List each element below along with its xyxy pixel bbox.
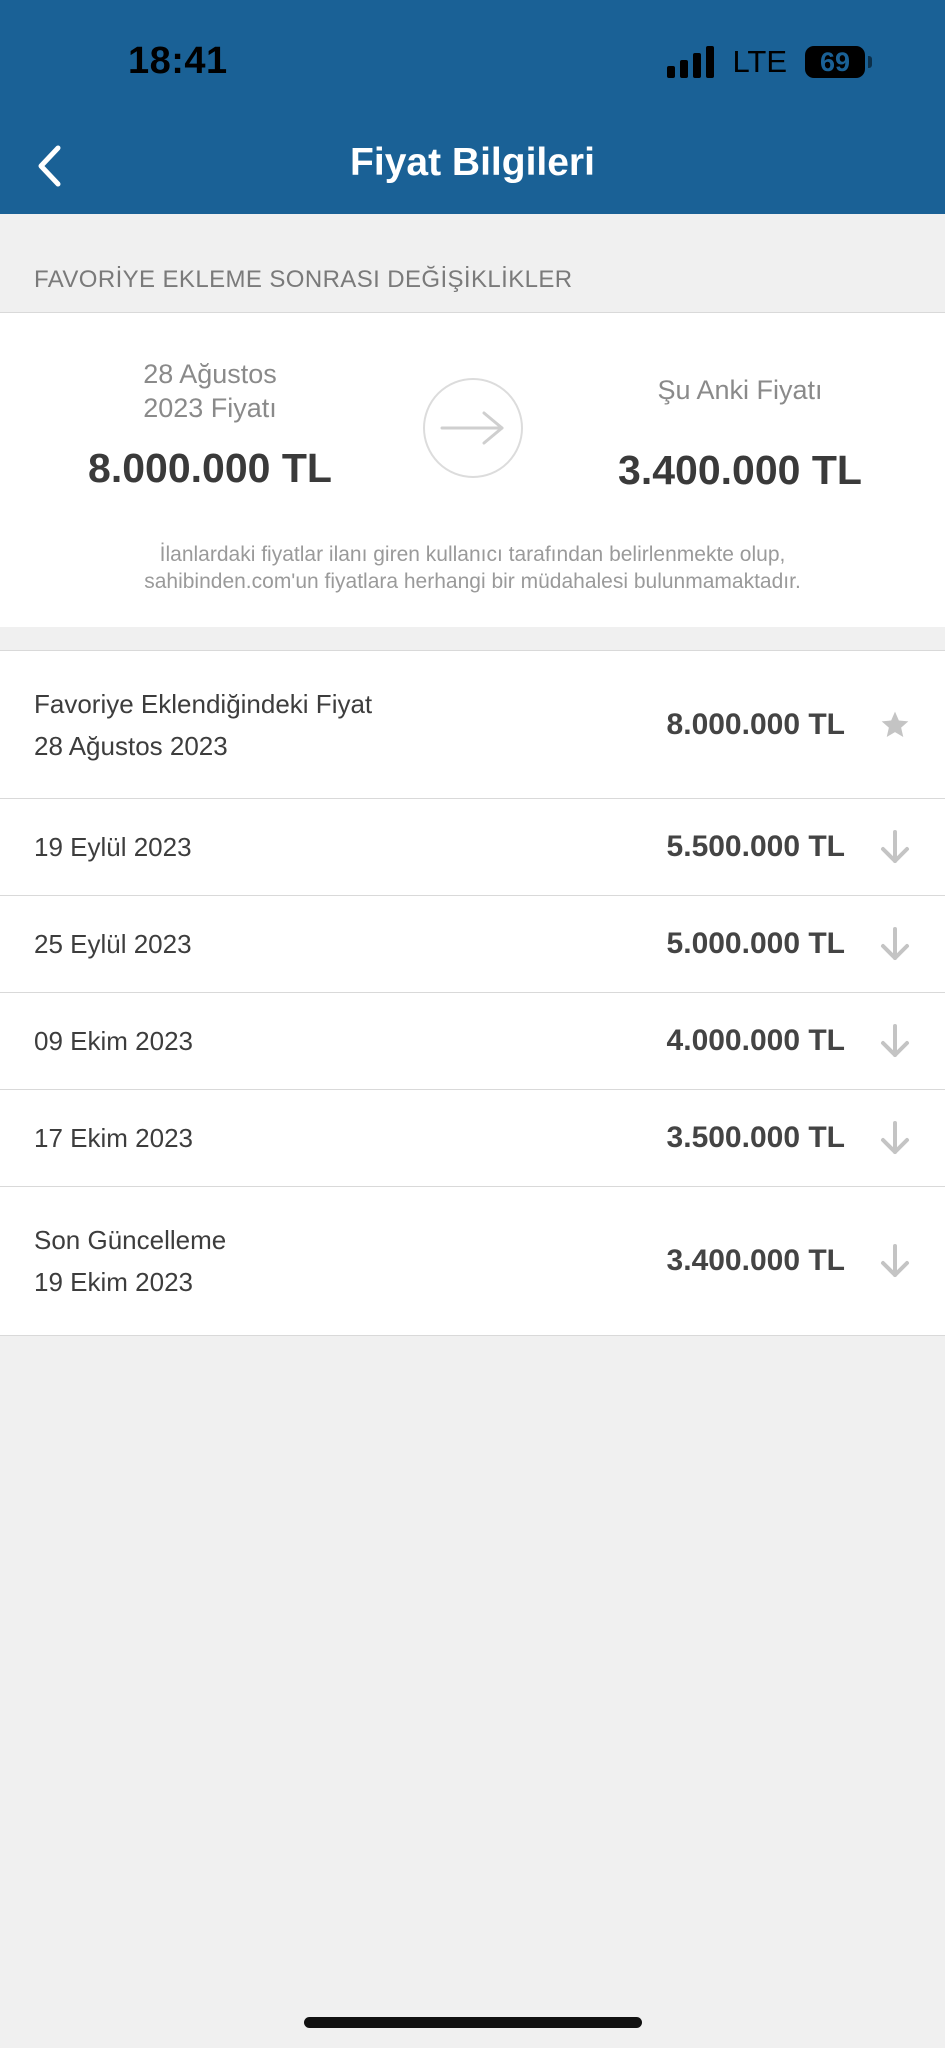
- arrow-down-icon: [875, 1187, 915, 1335]
- home-indicator[interactable]: [304, 2017, 642, 2028]
- signal-icon: [667, 46, 714, 78]
- row-date: 19 Ekim 2023: [34, 1267, 193, 1297]
- current-price-column: [585, 373, 895, 494]
- arrow-down-icon: [875, 993, 915, 1089]
- original-price-caption-line1: 28 Ağustos: [143, 359, 277, 389]
- disclaimer-line1: İlanlardaki fiyatlar ilanı giren kullanıcı tarafından belirlenmekte olup,: [159, 543, 786, 566]
- star-icon: [875, 651, 915, 798]
- original-price: 8.000.000 TL: [88, 445, 332, 491]
- original-price-column: [60, 357, 360, 492]
- page-title: Fiyat Bilgileri: [350, 141, 595, 184]
- row-date: 17 Ekim 2023: [34, 1123, 193, 1153]
- row-title: Favoriye Eklendiğindeki Fiyat: [34, 688, 373, 719]
- row-date: 09 Ekim 2023: [34, 1026, 193, 1056]
- arrow-down-icon: [875, 1090, 915, 1186]
- price-history-row: [0, 896, 945, 993]
- battery-icon: 69: [805, 46, 865, 78]
- row-date: 28 Ağustos 2023: [34, 730, 228, 761]
- status-indicators: [667, 44, 865, 80]
- price-history-row: [0, 1090, 945, 1187]
- price-history-list: [0, 650, 945, 1336]
- app-header: [0, 0, 945, 214]
- price-history-row: [0, 993, 945, 1090]
- row-price: 8.000.000 TL: [666, 707, 845, 741]
- row-date: 25 Eylül 2023: [34, 929, 192, 959]
- section-title: FAVORİYE EKLEME SONRASI DEĞİŞİKLİKLER: [34, 266, 573, 293]
- price-history-row: [0, 799, 945, 896]
- price-history-row: [0, 651, 945, 799]
- current-price-caption: Şu Anki Fiyatı: [657, 375, 823, 405]
- price-summary-card: [0, 312, 945, 627]
- row-price: 5.000.000 TL: [666, 927, 845, 960]
- network-type: LTE: [732, 44, 787, 79]
- price-history-row: [0, 1187, 945, 1335]
- row-label: [34, 1187, 226, 1335]
- row-price: 5.500.000 TL: [666, 830, 845, 863]
- row-title: Son Güncelleme: [34, 1225, 227, 1255]
- arrow-down-icon: [875, 896, 915, 992]
- original-price-caption-line2: 2023 Fiyatı: [143, 393, 277, 423]
- row-price: 3.400.000 TL: [666, 1244, 845, 1277]
- row-price: 4.000.000 TL: [666, 1024, 845, 1057]
- disclaimer-line2: sahibinden.com'un fiyatlara herhangi bir müdahalesi bulunmamaktadır.: [144, 570, 801, 593]
- arrow-right-icon: [423, 378, 523, 478]
- disclaimer: [30, 541, 915, 595]
- status-time: 18:41: [128, 40, 228, 82]
- arrow-down-icon: [875, 799, 915, 895]
- row-label: [34, 651, 372, 798]
- row-date: 19 Eylül 2023: [34, 832, 192, 862]
- row-price: 3.500.000 TL: [666, 1121, 845, 1154]
- current-price: 3.400.000 TL: [618, 447, 862, 493]
